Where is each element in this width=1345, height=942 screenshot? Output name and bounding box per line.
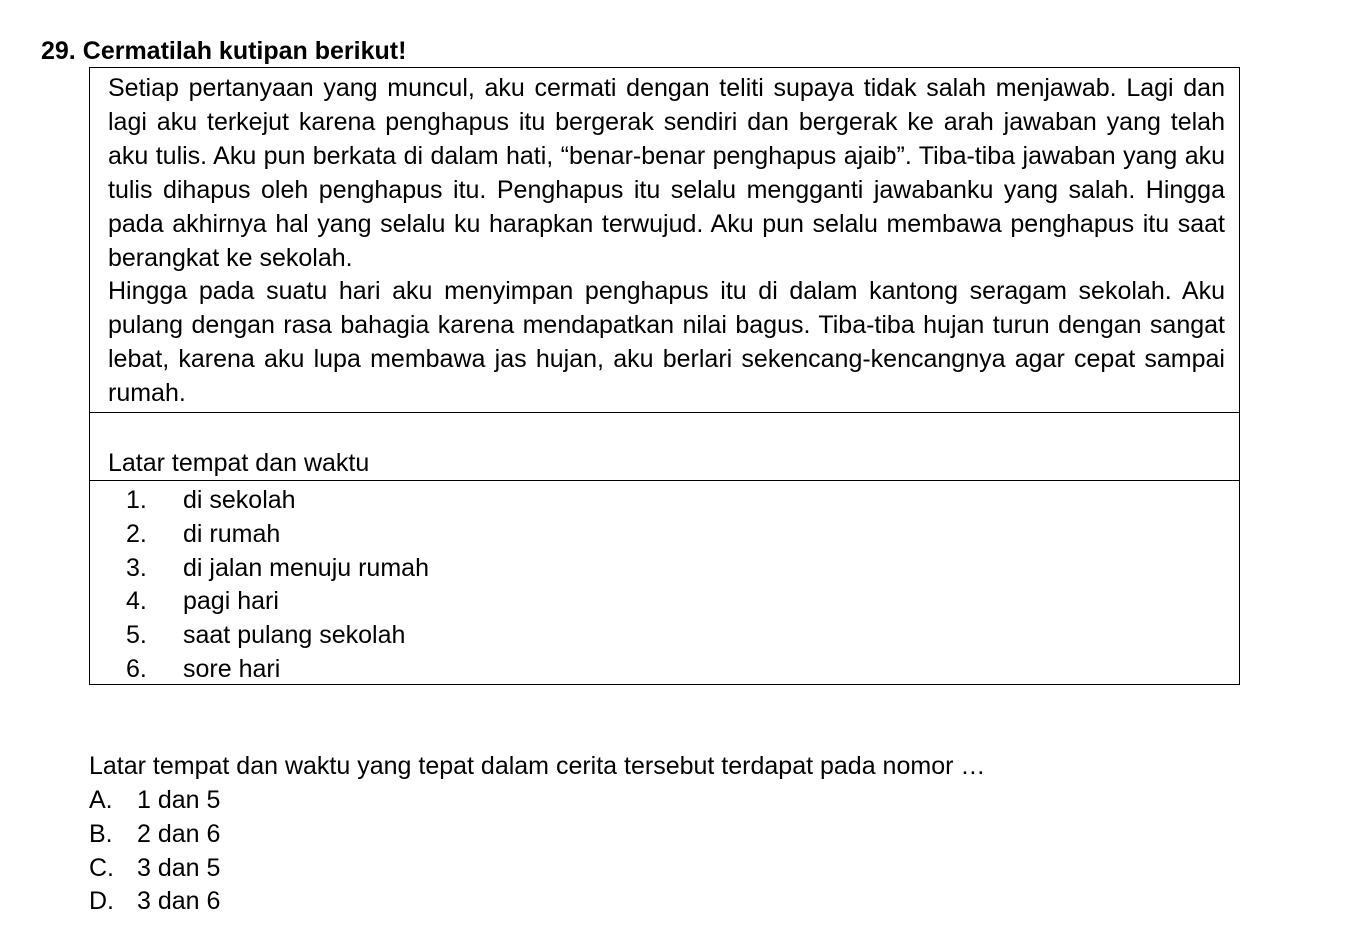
option-text: saat pulang sekolah xyxy=(183,621,406,650)
question-stem: Latar tempat dan waktu yang tepat dalam cerita tersebut terdapat pada nomor … xyxy=(89,752,986,780)
option-number: 5. xyxy=(126,621,147,650)
answer-letter: B. xyxy=(89,819,113,848)
option-item xyxy=(90,552,1239,586)
passage-paragraph-2: Hingga pada suatu hari aku menyimpan penghapus itu di dalam kantong seragam sekolah. Aku pulang dengan rasa bahagia karena mendapatkan nilai bagus. Tiba-tiba hujan turun dengan sangat lebat, karena aku lupa membawa jas hujan, aku berlari sekencang-kencangnya agar cepat sampai rumah. xyxy=(108,277,1225,408)
options-list xyxy=(90,484,1239,687)
answer-text: 2 dan 6 xyxy=(137,819,221,848)
answer-text: 1 dan 5 xyxy=(137,786,221,814)
answer-text: 3 dan 6 xyxy=(137,887,221,916)
passage-table xyxy=(89,67,1240,685)
answer-letter: A. xyxy=(89,786,113,814)
option-number: 6. xyxy=(126,655,147,684)
answer-choice-c[interactable] xyxy=(89,852,389,886)
option-text: pagi hari xyxy=(183,587,279,616)
option-text: di jalan menuju rumah xyxy=(183,553,429,582)
question-number: 29. xyxy=(41,37,76,65)
option-number: 3. xyxy=(126,553,147,582)
table-heading: Latar tempat dan waktu xyxy=(108,449,370,478)
option-text: sore hari xyxy=(183,655,281,684)
question-title xyxy=(41,36,406,66)
option-item xyxy=(90,653,1239,687)
answer-choice-d[interactable] xyxy=(89,885,389,919)
answer-letter: D. xyxy=(89,887,114,916)
answer-text: 3 dan 5 xyxy=(137,853,221,882)
answer-choice-a[interactable] xyxy=(89,784,389,818)
options-cell xyxy=(90,481,1239,684)
option-number: 1. xyxy=(126,486,147,515)
option-text: di rumah xyxy=(183,519,281,548)
option-item xyxy=(90,484,1239,518)
option-item xyxy=(90,518,1239,552)
option-text: di sekolah xyxy=(183,486,296,515)
option-number: 4. xyxy=(126,587,147,616)
answer-choices xyxy=(89,784,389,919)
question-instruction: Cermatilah kutipan berikut! xyxy=(82,37,407,65)
passage-paragraph-1: Setiap pertanyaan yang muncul, aku cermati dengan teliti supaya tidak salah menjawab. Lagi dan lagi aku terkejut karena penghapus itu bergerak sendiri dan bergerak ke arah jawaban yang telah aku tulis. Aku pun berkata di dalam hati, “benar-benar penghapus ajaib”. Tiba-tiba jawaban yang aku tulis dihapus oleh penghapus itu. Penghapus itu selalu mengganti jawabanku yang salah. Hingga pada akhirnya hal yang selalu ku harapkan terwujud. Aku pun selalu membawa penghapus itu saat berangkat ke sekolah. xyxy=(108,74,1225,272)
option-item xyxy=(90,619,1239,653)
passage-cell xyxy=(90,68,1239,413)
option-number: 2. xyxy=(126,519,147,548)
answer-choice-b[interactable] xyxy=(89,818,389,852)
answer-letter: C. xyxy=(89,853,114,882)
table-heading-cell xyxy=(90,413,1239,481)
option-item xyxy=(90,585,1239,619)
